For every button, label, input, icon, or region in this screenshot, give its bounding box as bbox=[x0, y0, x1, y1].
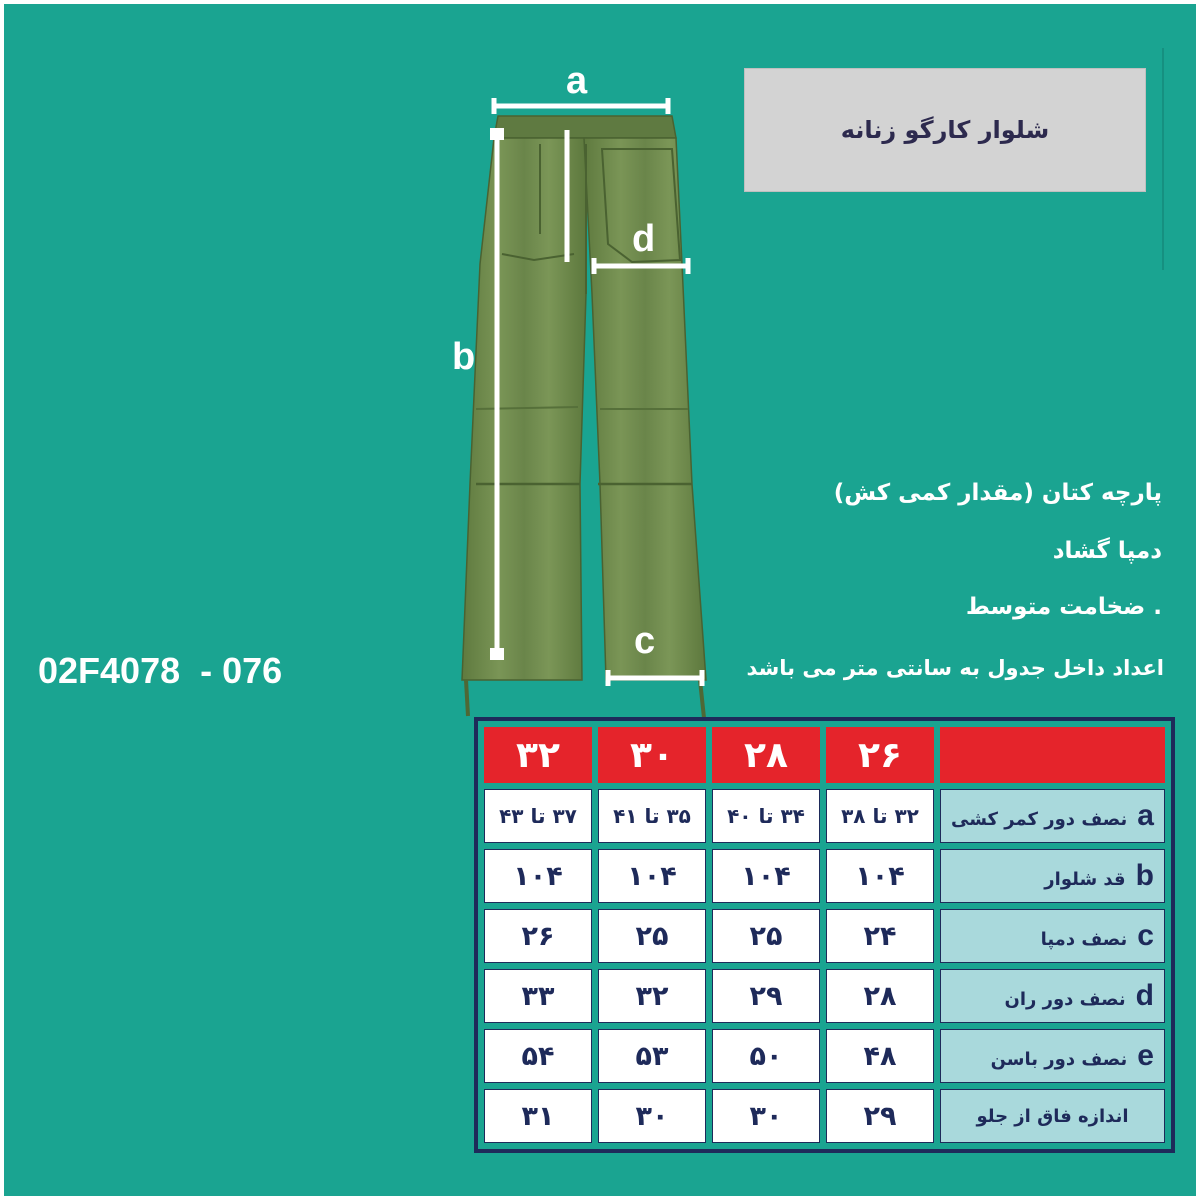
row-letter: b bbox=[1135, 859, 1154, 892]
row-label-cell bbox=[940, 1029, 1165, 1083]
product-code: 02F4078 - 076 bbox=[38, 650, 283, 691]
table-cell: ۳۰ bbox=[712, 1089, 820, 1143]
feature-thickness: . ضخامت متوسط bbox=[965, 594, 1162, 620]
table-cell: ۲۴ bbox=[826, 909, 934, 963]
row-label-cell bbox=[940, 909, 1165, 963]
table-row bbox=[484, 969, 1165, 1023]
table-cell: ۱۰۴ bbox=[826, 849, 934, 903]
units-note: اعداد داخل جدول به سانتی متر می باشد bbox=[746, 656, 1164, 680]
table-row bbox=[484, 849, 1165, 903]
size-header: ۲۶ bbox=[826, 727, 934, 783]
row-label: نصف دمپا bbox=[1040, 929, 1128, 950]
row-label-cell bbox=[940, 1089, 1165, 1143]
table-cell: ۱۰۴ bbox=[484, 849, 592, 903]
table-cell: ۵۴ bbox=[484, 1029, 592, 1083]
table-cell: ۱۰۴ bbox=[712, 849, 820, 903]
table-row bbox=[484, 909, 1165, 963]
table-cell: ۳۲ bbox=[598, 969, 706, 1023]
header-blank-cell bbox=[940, 727, 1165, 783]
table-cell: ۳۷ تا ۴۳ bbox=[484, 789, 592, 843]
size-header: ۳۰ bbox=[598, 727, 706, 783]
row-label: نصف دور ران bbox=[1004, 989, 1126, 1010]
table-row bbox=[484, 789, 1165, 843]
dimension-label-c: c bbox=[634, 620, 656, 662]
table-row bbox=[484, 1029, 1165, 1083]
table-cell: ۱۰۴ bbox=[598, 849, 706, 903]
table-cell: ۳۳ bbox=[484, 969, 592, 1023]
row-label-cell bbox=[940, 969, 1165, 1023]
row-label-cell bbox=[940, 789, 1165, 843]
row-label-cell bbox=[940, 849, 1165, 903]
size-table bbox=[474, 717, 1175, 1153]
size-header: ۳۲ bbox=[484, 727, 592, 783]
row-label: قد شلوار bbox=[1044, 869, 1126, 890]
table-cell: ۳۲ تا ۳۸ bbox=[826, 789, 934, 843]
size-header-row bbox=[484, 727, 1165, 783]
table-cell: ۳۵ تا ۴۱ bbox=[598, 789, 706, 843]
size-chart-canvas bbox=[4, 4, 1196, 1196]
size-header: ۲۸ bbox=[712, 727, 820, 783]
table-cell: ۳۱ bbox=[484, 1089, 592, 1143]
row-letter: d bbox=[1135, 979, 1154, 1012]
row-label: نصف دور کمر کشی bbox=[951, 809, 1128, 830]
row-label: نصف دور باسن bbox=[990, 1049, 1128, 1070]
feature-hem: دمپا گشاد bbox=[1052, 538, 1162, 564]
dimension-label-a: a bbox=[566, 60, 588, 102]
table-cell: ۵۳ bbox=[598, 1029, 706, 1083]
dimension-label-b: b bbox=[452, 336, 476, 378]
table-cell: ۲۵ bbox=[712, 909, 820, 963]
table-cell: ۴۸ bbox=[826, 1029, 934, 1083]
table-cell: ۲۸ bbox=[826, 969, 934, 1023]
row-letter: a bbox=[1137, 799, 1154, 832]
table-cell: ۳۴ تا ۴۰ bbox=[712, 789, 820, 843]
table-cell: ۲۹ bbox=[712, 969, 820, 1023]
table-cell: ۲۹ bbox=[826, 1089, 934, 1143]
table-row bbox=[484, 1089, 1165, 1143]
table-cell: ۵۰ bbox=[712, 1029, 820, 1083]
row-letter: e bbox=[1137, 1039, 1154, 1072]
row-label: اندازه فاق از جلو bbox=[976, 1105, 1129, 1127]
row-letter: c bbox=[1137, 919, 1154, 952]
table-cell: ۲۶ bbox=[484, 909, 592, 963]
dimension-label-d: d bbox=[632, 218, 656, 260]
product-title: شلوار کارگو زنانه bbox=[840, 116, 1050, 144]
table-cell: ۲۵ bbox=[598, 909, 706, 963]
feature-fabric: پارچه کتان (مقدار کمی کش) bbox=[833, 480, 1162, 506]
table-cell: ۳۰ bbox=[598, 1089, 706, 1143]
